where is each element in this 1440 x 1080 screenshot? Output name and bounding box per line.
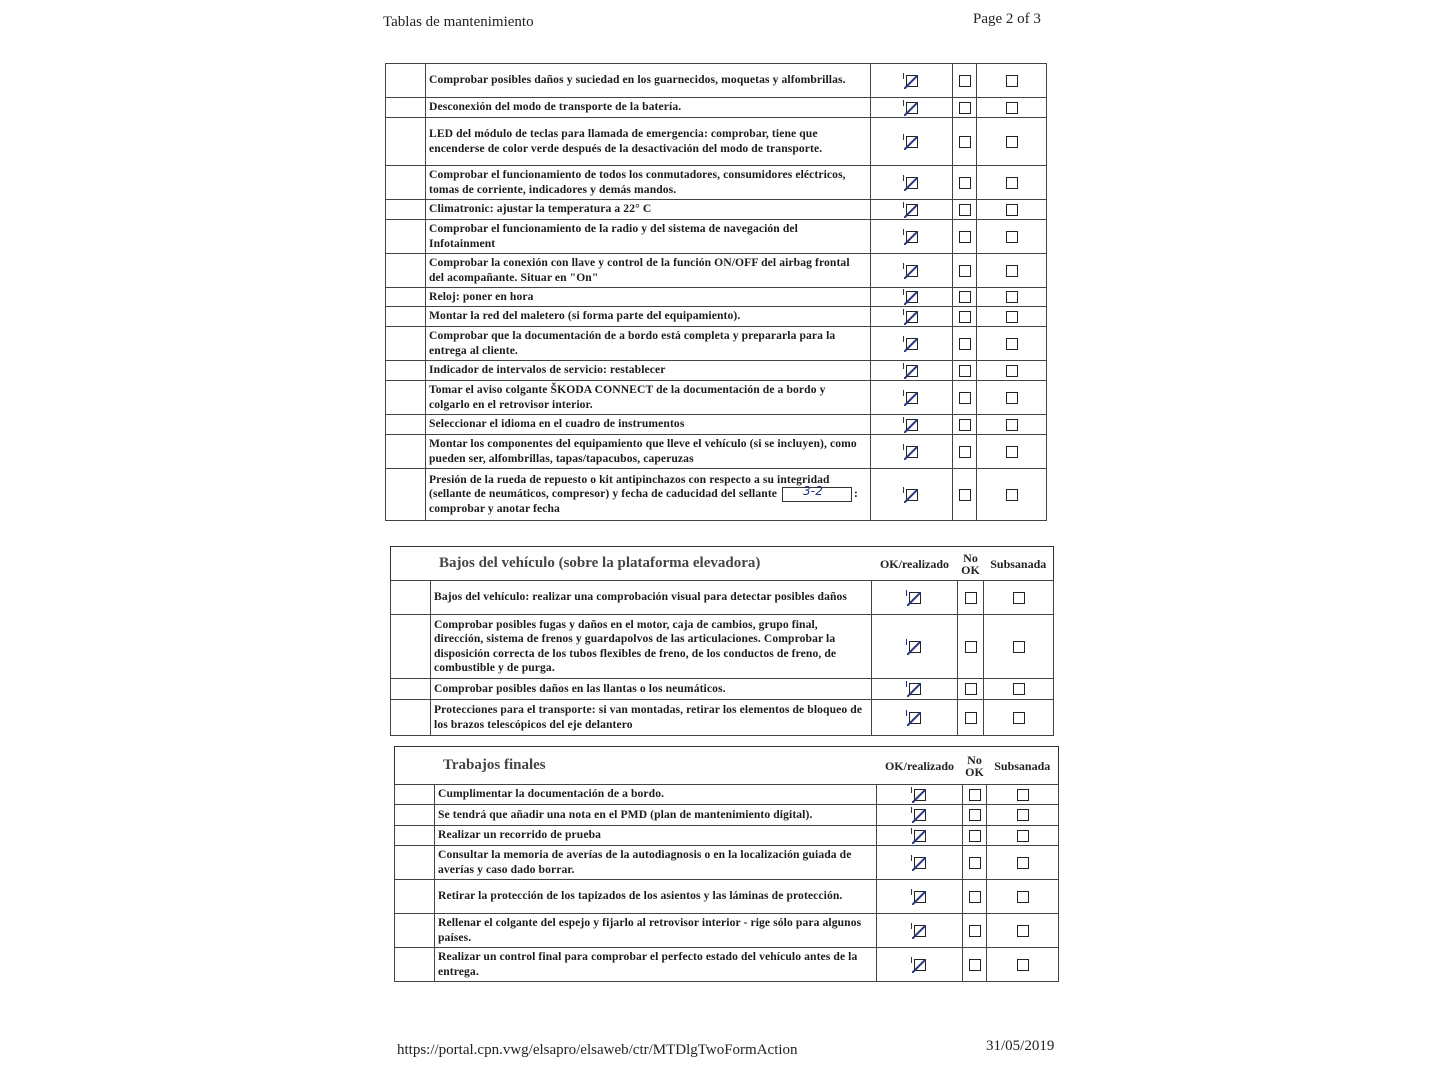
ok-checkbox-cell bbox=[871, 98, 953, 118]
nook-checkbox[interactable] bbox=[959, 291, 971, 303]
nook-checkbox[interactable] bbox=[969, 830, 981, 842]
underbody-table bbox=[390, 546, 1054, 736]
nook-checkbox-cell bbox=[953, 220, 977, 254]
nook-checkbox-cell bbox=[958, 700, 984, 736]
footer-url: https://portal.cpn.vwg/elsapro/elsaweb/ctr/MTDlgTwoFormAction bbox=[397, 1042, 798, 1058]
nook-checkbox-cell bbox=[963, 805, 987, 826]
nook-checkbox[interactable] bbox=[969, 925, 981, 937]
row-index-cell bbox=[386, 435, 426, 469]
row-index-cell bbox=[391, 581, 431, 615]
ok-checkbox[interactable] bbox=[906, 446, 918, 458]
subsanada-checkbox-cell bbox=[987, 880, 1059, 914]
subsanada-checkbox-cell bbox=[977, 288, 1047, 307]
subsanada-checkbox-cell bbox=[977, 469, 1047, 521]
subsanada-checkbox[interactable] bbox=[1006, 365, 1018, 377]
table-row bbox=[386, 98, 1047, 118]
row-index-cell bbox=[386, 166, 426, 200]
row-description: Reloj: poner en hora bbox=[426, 288, 871, 307]
subsanada-checkbox[interactable] bbox=[1017, 959, 1029, 971]
row-description: Comprobar el funcionamiento de todos los conmutadores, consumidores eléctricos, tomas de corriente, indicadores y demás mandos. bbox=[426, 166, 871, 200]
ok-checkbox-cell bbox=[872, 700, 958, 736]
col-header-sub: Subsanada bbox=[987, 747, 1059, 785]
document-title: Tablas de mantenimiento bbox=[383, 14, 534, 30]
subsanada-checkbox[interactable] bbox=[1006, 291, 1018, 303]
subsanada-checkbox[interactable] bbox=[1013, 592, 1025, 604]
row-description: Climatronic: ajustar la temperatura a 22° C bbox=[426, 200, 871, 220]
row-description: Desconexión del modo de transporte de la batería. bbox=[426, 98, 871, 118]
subsanada-checkbox-cell bbox=[987, 948, 1059, 982]
nook-checkbox-cell bbox=[963, 914, 987, 948]
nook-checkbox[interactable] bbox=[959, 231, 971, 243]
ok-checkbox-cell bbox=[871, 254, 953, 288]
table-row bbox=[386, 307, 1047, 327]
subsanada-checkbox-cell bbox=[977, 381, 1047, 415]
ok-checkbox-cell bbox=[871, 220, 953, 254]
subsanada-checkbox-cell bbox=[977, 166, 1047, 200]
ok-checkbox-cell bbox=[871, 166, 953, 200]
row-description bbox=[426, 469, 871, 521]
ok-checkbox[interactable] bbox=[914, 789, 926, 801]
col-header-ok: OK/realizado bbox=[872, 547, 958, 581]
ok-checkbox[interactable] bbox=[914, 925, 926, 937]
row-description: Se tendrá que añadir una nota en el PMD (plan de mantenimiento digital). bbox=[435, 805, 877, 826]
ok-checkbox-cell bbox=[871, 381, 953, 415]
row-description: Comprobar posibles fugas y daños en el motor, caja de cambios, grupo final, dirección, sistema de frenos y guardapolvos de las articulaciones. Comprobar la disposición correcta de los tubos flexibles de freno, de los conductos de freno, de combustible y de purga. bbox=[431, 615, 872, 679]
row-index-cell bbox=[386, 361, 426, 381]
subsanada-checkbox[interactable] bbox=[1013, 641, 1025, 653]
row-description: Montar la red del maletero (si forma parte del equipamiento). bbox=[426, 307, 871, 327]
ok-checkbox-cell bbox=[877, 948, 963, 982]
row-description: Comprobar la conexión con llave y control de la función ON/OFF del airbag frontal del acompañante. Situar en "On" bbox=[426, 254, 871, 288]
table-row bbox=[391, 700, 1054, 736]
nook-checkbox-cell bbox=[963, 846, 987, 880]
subsanada-checkbox-cell bbox=[984, 700, 1054, 736]
subsanada-checkbox[interactable] bbox=[1017, 809, 1029, 821]
ok-checkbox[interactable] bbox=[906, 489, 918, 501]
page-number: Page 2 of 3 bbox=[973, 11, 1041, 27]
nook-checkbox-cell bbox=[963, 785, 987, 805]
ok-checkbox-cell bbox=[877, 846, 963, 880]
ok-checkbox-cell bbox=[871, 327, 953, 361]
ok-checkbox[interactable] bbox=[906, 419, 918, 431]
nook-checkbox[interactable] bbox=[959, 489, 971, 501]
section-title-final: Trabajos finales bbox=[395, 747, 877, 785]
row-description: Rellenar el colgante del espejo y fijarlo al retrovisor interior - rige sólo para algunos países. bbox=[435, 914, 877, 948]
subsanada-checkbox[interactable] bbox=[1006, 204, 1018, 216]
nook-checkbox[interactable] bbox=[969, 789, 981, 801]
subsanada-checkbox-cell bbox=[977, 415, 1047, 435]
nook-checkbox[interactable] bbox=[965, 683, 977, 695]
nook-checkbox[interactable] bbox=[965, 641, 977, 653]
row-index-cell bbox=[395, 826, 435, 846]
subsanada-checkbox-cell bbox=[987, 846, 1059, 880]
ok-checkbox-cell bbox=[871, 361, 953, 381]
ok-checkbox-cell bbox=[871, 200, 953, 220]
nook-checkbox[interactable] bbox=[969, 891, 981, 903]
ok-checkbox-cell bbox=[872, 615, 958, 679]
row-description: Realizar un recorrido de prueba bbox=[435, 826, 877, 846]
ok-checkbox[interactable] bbox=[906, 75, 918, 87]
subsanada-checkbox-cell bbox=[984, 615, 1054, 679]
table-row bbox=[395, 914, 1059, 948]
subsanada-checkbox[interactable] bbox=[1017, 857, 1029, 869]
nook-checkbox-cell bbox=[953, 64, 977, 98]
ok-checkbox[interactable] bbox=[906, 204, 918, 216]
table-row bbox=[386, 118, 1047, 166]
subsanada-checkbox-cell bbox=[987, 914, 1059, 948]
table-row bbox=[386, 64, 1047, 98]
nook-checkbox-cell bbox=[953, 327, 977, 361]
nook-checkbox-cell bbox=[953, 166, 977, 200]
table-row bbox=[391, 581, 1054, 615]
row-index-cell bbox=[395, 948, 435, 982]
nook-checkbox-cell bbox=[958, 679, 984, 700]
subsanada-checkbox-cell bbox=[977, 254, 1047, 288]
subsanada-checkbox[interactable] bbox=[1006, 75, 1018, 87]
table-row bbox=[386, 435, 1047, 469]
tire-row-text: Presión de la rueda de repuesto o kit antipinchazos con respecto a su integridad (sellante de neumáticos, compresor) y fecha de caducidad del sellante bbox=[429, 472, 830, 501]
table-row bbox=[386, 381, 1047, 415]
ok-checkbox[interactable] bbox=[914, 809, 926, 821]
nook-checkbox[interactable] bbox=[959, 446, 971, 458]
row-index-cell bbox=[386, 200, 426, 220]
nook-checkbox[interactable] bbox=[969, 959, 981, 971]
ok-checkbox[interactable] bbox=[906, 102, 918, 114]
row-index-cell bbox=[386, 64, 426, 98]
nook-checkbox[interactable] bbox=[969, 809, 981, 821]
subsanada-checkbox-cell bbox=[977, 200, 1047, 220]
table-row bbox=[386, 415, 1047, 435]
ok-checkbox[interactable] bbox=[906, 365, 918, 377]
table-row bbox=[386, 361, 1047, 381]
row-description: Cumplimentar la documentación de a bordo. bbox=[435, 785, 877, 805]
nook-checkbox-cell bbox=[953, 254, 977, 288]
row-description: LED del módulo de teclas para llamada de emergencia: comprobar, tiene que encenderse de color verde después de la desactivación del modo de transporte. bbox=[426, 118, 871, 166]
row-description: Realizar un control final para comprobar el perfecto estado del vehículo antes de la entrega. bbox=[435, 948, 877, 982]
checklist-table-continued bbox=[385, 63, 1047, 521]
ok-checkbox-cell bbox=[871, 118, 953, 166]
ok-checkbox-cell bbox=[877, 880, 963, 914]
nook-checkbox[interactable] bbox=[959, 102, 971, 114]
ok-checkbox-cell bbox=[872, 679, 958, 700]
row-index-cell bbox=[395, 846, 435, 880]
row-description: Tomar el aviso colgante ŠKODA CONNECT de la documentación de a bordo y colgarlo en el retrovisor interior. bbox=[426, 381, 871, 415]
ok-checkbox[interactable] bbox=[906, 231, 918, 243]
ok-checkbox[interactable] bbox=[909, 683, 921, 695]
nook-checkbox-cell bbox=[958, 615, 984, 679]
nook-checkbox[interactable] bbox=[965, 712, 977, 724]
subsanada-checkbox[interactable] bbox=[1013, 683, 1025, 695]
sealant-date-value: 3-2 bbox=[803, 484, 823, 498]
table-row bbox=[386, 327, 1047, 361]
row-description: Consultar la memoria de averías de la autodiagnosis o en la localización guiada de averías y caso dado borrar. bbox=[435, 846, 877, 880]
row-description: Bajos del vehículo: realizar una comprobación visual para detectar posibles daños bbox=[431, 581, 872, 615]
table-row bbox=[395, 948, 1059, 982]
col-header-nook: No OK bbox=[963, 747, 987, 785]
ok-checkbox[interactable] bbox=[906, 177, 918, 189]
section-title-underbody: Bajos del vehículo (sobre la plataforma elevadora) bbox=[391, 547, 872, 581]
table-row bbox=[386, 220, 1047, 254]
nook-checkbox[interactable] bbox=[959, 177, 971, 189]
row-index-cell bbox=[395, 785, 435, 805]
nook-checkbox-cell bbox=[953, 200, 977, 220]
row-index-cell bbox=[386, 220, 426, 254]
row-description: Indicador de intervalos de servicio: restablecer bbox=[426, 361, 871, 381]
footer-date: 31/05/2019 bbox=[986, 1038, 1055, 1054]
ok-checkbox[interactable] bbox=[909, 712, 921, 724]
subsanada-checkbox[interactable] bbox=[1013, 712, 1025, 724]
table-row bbox=[386, 200, 1047, 220]
table-row bbox=[386, 288, 1047, 307]
table-row bbox=[391, 615, 1054, 679]
subsanada-checkbox-cell bbox=[987, 826, 1059, 846]
table-row bbox=[395, 785, 1059, 805]
ok-checkbox-cell bbox=[877, 805, 963, 826]
nook-checkbox-cell bbox=[958, 581, 984, 615]
table-row bbox=[395, 880, 1059, 914]
table-row bbox=[395, 826, 1059, 846]
table-row bbox=[386, 469, 1047, 521]
ok-checkbox-cell bbox=[871, 307, 953, 327]
row-index-cell bbox=[386, 469, 426, 521]
nook-checkbox-cell bbox=[963, 880, 987, 914]
ok-checkbox-cell bbox=[871, 288, 953, 307]
subsanada-checkbox[interactable] bbox=[1006, 136, 1018, 148]
subsanada-checkbox-cell bbox=[977, 307, 1047, 327]
subsanada-checkbox[interactable] bbox=[1006, 177, 1018, 189]
nook-checkbox[interactable] bbox=[959, 338, 971, 350]
subsanada-checkbox-cell bbox=[977, 435, 1047, 469]
ok-checkbox[interactable] bbox=[906, 136, 918, 148]
subsanada-checkbox-cell bbox=[984, 679, 1054, 700]
nook-checkbox-cell bbox=[953, 381, 977, 415]
nook-checkbox-cell bbox=[963, 826, 987, 846]
row-index-cell bbox=[386, 118, 426, 166]
row-index-cell bbox=[395, 880, 435, 914]
row-description: Montar los componentes del equipamiento que lleve el vehículo (si se incluyen), como pueden ser, alfombrillas, tapas/tapacubos, caperuzas bbox=[426, 435, 871, 469]
subsanada-checkbox-cell bbox=[977, 118, 1047, 166]
col-header-ok: OK/realizado bbox=[877, 747, 963, 785]
ok-checkbox[interactable] bbox=[914, 857, 926, 869]
subsanada-checkbox[interactable] bbox=[1017, 789, 1029, 801]
nook-checkbox[interactable] bbox=[959, 265, 971, 277]
row-index-cell bbox=[391, 615, 431, 679]
row-description: Seleccionar el idioma en el cuadro de instrumentos bbox=[426, 415, 871, 435]
row-index-cell bbox=[391, 679, 431, 700]
ok-checkbox[interactable] bbox=[909, 592, 921, 604]
row-index-cell bbox=[386, 415, 426, 435]
subsanada-checkbox[interactable] bbox=[1006, 102, 1018, 114]
row-index-cell bbox=[386, 288, 426, 307]
subsanada-checkbox[interactable] bbox=[1006, 311, 1018, 323]
ok-checkbox-cell bbox=[877, 914, 963, 948]
ok-checkbox-cell bbox=[871, 435, 953, 469]
col-header-nook: No OK bbox=[958, 547, 984, 581]
row-index-cell bbox=[386, 98, 426, 118]
ok-checkbox-cell bbox=[871, 469, 953, 521]
row-description: Retirar la protección de los tapizados de los asientos y las láminas de protección. bbox=[435, 880, 877, 914]
ok-checkbox[interactable] bbox=[906, 265, 918, 277]
row-index-cell bbox=[386, 327, 426, 361]
nook-checkbox[interactable] bbox=[959, 392, 971, 404]
subsanada-checkbox-cell bbox=[987, 785, 1059, 805]
row-description: Comprobar el funcionamiento de la radio y del sistema de navegación del Infotainment bbox=[426, 220, 871, 254]
sealant-date-field[interactable] bbox=[782, 484, 852, 502]
row-description: Comprobar posibles daños en las llantas o los neumáticos. bbox=[431, 679, 872, 700]
nook-checkbox-cell bbox=[963, 948, 987, 982]
row-index-cell bbox=[386, 307, 426, 327]
nook-checkbox[interactable] bbox=[969, 857, 981, 869]
row-index-cell bbox=[395, 805, 435, 826]
subsanada-checkbox[interactable] bbox=[1006, 419, 1018, 431]
table-row bbox=[391, 679, 1054, 700]
nook-checkbox-cell bbox=[953, 415, 977, 435]
ok-checkbox[interactable] bbox=[906, 338, 918, 350]
row-index-cell bbox=[386, 381, 426, 415]
ok-checkbox[interactable] bbox=[914, 959, 926, 971]
nook-checkbox[interactable] bbox=[959, 311, 971, 323]
nook-checkbox[interactable] bbox=[959, 204, 971, 216]
nook-checkbox[interactable] bbox=[959, 365, 971, 377]
subsanada-checkbox[interactable] bbox=[1006, 338, 1018, 350]
final-works-table bbox=[394, 746, 1059, 982]
ok-checkbox[interactable] bbox=[906, 392, 918, 404]
nook-checkbox-cell bbox=[953, 469, 977, 521]
row-index-cell bbox=[391, 700, 431, 736]
tire-row-text-after: : comprobar y anotar fecha bbox=[429, 487, 858, 515]
ok-checkbox[interactable] bbox=[906, 311, 918, 323]
nook-checkbox-cell bbox=[953, 118, 977, 166]
nook-checkbox[interactable] bbox=[965, 592, 977, 604]
subsanada-checkbox-cell bbox=[984, 581, 1054, 615]
ok-checkbox-cell bbox=[871, 415, 953, 435]
row-description: Protecciones para el transporte: si van montadas, retirar los elementos de bloqueo de los brazos telescópicos del eje delantero bbox=[431, 700, 872, 736]
col-header-sub: Subsanada bbox=[984, 547, 1054, 581]
subsanada-checkbox[interactable] bbox=[1006, 392, 1018, 404]
subsanada-checkbox-cell bbox=[977, 361, 1047, 381]
nook-checkbox-cell bbox=[953, 435, 977, 469]
ok-checkbox-cell bbox=[877, 826, 963, 846]
table-row bbox=[395, 805, 1059, 826]
subsanada-checkbox[interactable] bbox=[1017, 891, 1029, 903]
subsanada-checkbox[interactable] bbox=[1006, 489, 1018, 501]
nook-checkbox-cell bbox=[953, 307, 977, 327]
subsanada-checkbox-cell bbox=[977, 220, 1047, 254]
subsanada-checkbox-cell bbox=[987, 805, 1059, 826]
ok-checkbox-cell bbox=[877, 785, 963, 805]
row-index-cell bbox=[386, 254, 426, 288]
row-index-cell bbox=[395, 914, 435, 948]
table-row bbox=[395, 846, 1059, 880]
table-row bbox=[386, 166, 1047, 200]
subsanada-checkbox[interactable] bbox=[1006, 446, 1018, 458]
nook-checkbox[interactable] bbox=[959, 75, 971, 87]
subsanada-checkbox-cell bbox=[977, 98, 1047, 118]
ok-checkbox-cell bbox=[872, 581, 958, 615]
subsanada-checkbox[interactable] bbox=[1017, 830, 1029, 842]
ok-checkbox[interactable] bbox=[909, 641, 921, 653]
row-description: Comprobar posibles daños y suciedad en los guarnecidos, moquetas y alfombrillas. bbox=[426, 64, 871, 98]
ok-checkbox[interactable] bbox=[914, 830, 926, 842]
nook-checkbox[interactable] bbox=[959, 136, 971, 148]
ok-checkbox[interactable] bbox=[906, 291, 918, 303]
subsanada-checkbox[interactable] bbox=[1006, 231, 1018, 243]
nook-checkbox[interactable] bbox=[959, 419, 971, 431]
nook-checkbox-cell bbox=[953, 98, 977, 118]
row-description: Comprobar que la documentación de a bordo está completa y prepararla para la entrega al cliente. bbox=[426, 327, 871, 361]
subsanada-checkbox-cell bbox=[977, 64, 1047, 98]
table-row bbox=[386, 254, 1047, 288]
subsanada-checkbox[interactable] bbox=[1006, 265, 1018, 277]
nook-checkbox-cell bbox=[953, 361, 977, 381]
subsanada-checkbox[interactable] bbox=[1017, 925, 1029, 937]
ok-checkbox-cell bbox=[871, 64, 953, 98]
ok-checkbox[interactable] bbox=[914, 891, 926, 903]
nook-checkbox-cell bbox=[953, 288, 977, 307]
subsanada-checkbox-cell bbox=[977, 327, 1047, 361]
